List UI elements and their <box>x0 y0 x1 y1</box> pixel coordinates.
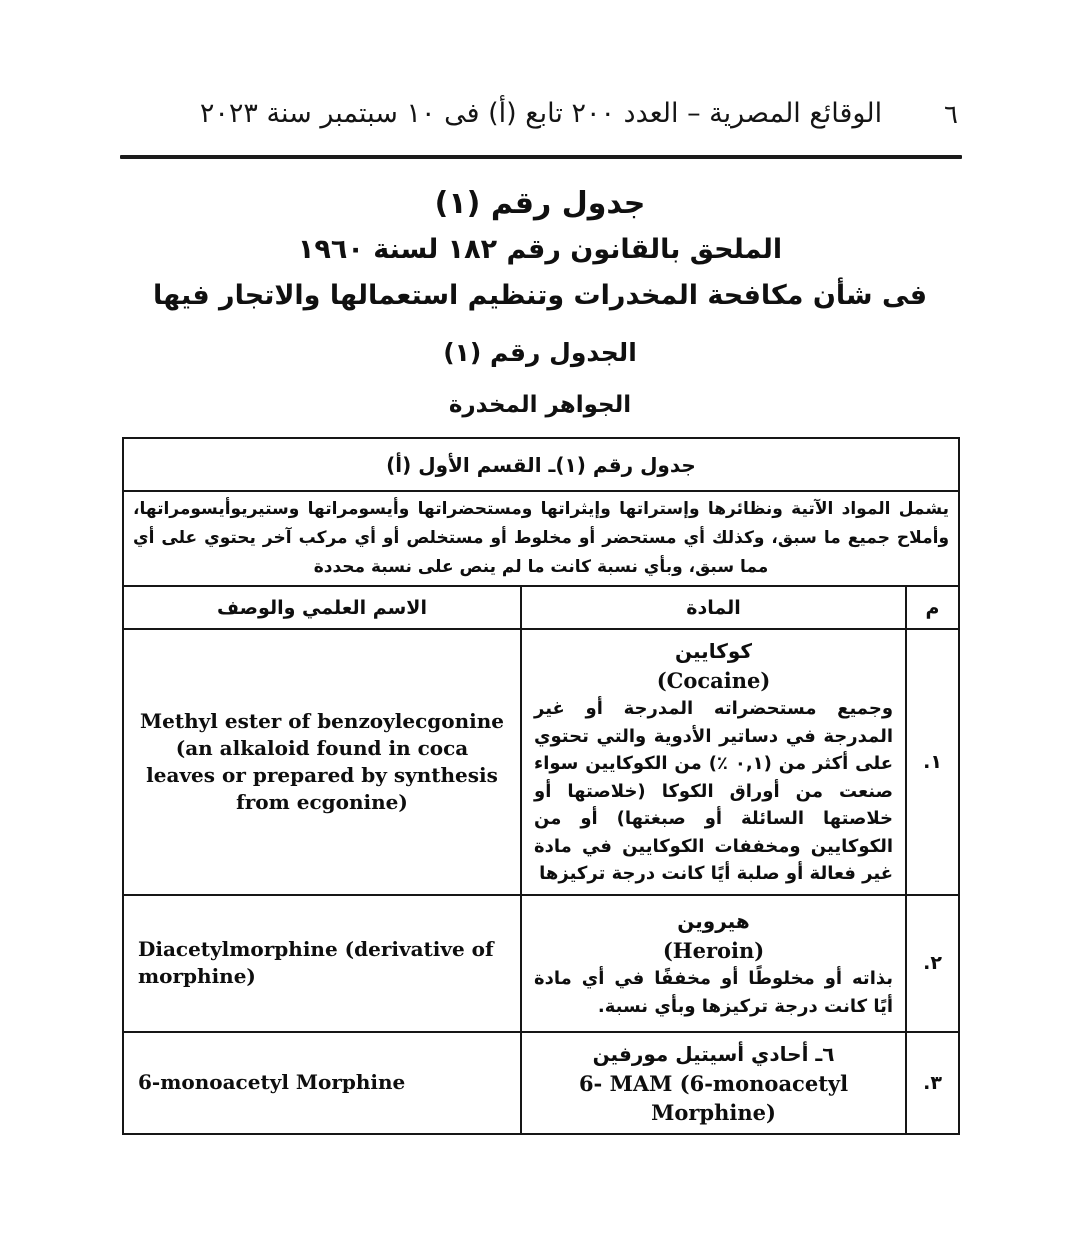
table-scope-note: يشمل المواد الآتية ونظائرها وإستراتها وإيثراتها ومستحضراتها وأيسومراتها وستيريوأيسومراتها، وأملاح جميع ما سبق، وكذلك أي مستحضر أو مخلوط أو مستخلص أو أي مركب آخر يحتوي على أي مما سبق، وبأي نسبة كانت ما لم ينص على نسبة محددة <box>123 491 959 586</box>
title-subject: فى شأن مكافحة المخدرات وتنظيم استعمالها والاتجار فيها <box>152 280 927 311</box>
scientific-name-cell: Methyl ester of benzoylecgonine (an alkaloid found in coca leaves or prepared by synthesis from ecgonine) <box>123 629 521 895</box>
column-header-index: م <box>906 586 959 629</box>
substance-description: وجميع مستحضراته المدرجة أو غير المدرجة في دساتير الأدوية والتي تحتوي على أكثر من (٠,١ ٪) من الكوكايين سواء صنعت من أوراق الكوكا (خلاصتها أو خلاصتها السائلة أو صبغتها) أو من الكوكايين ومخففات الكوكايين في مادة غير فعالة أو صلبة أيًا كانت درجة تركيزها <box>534 698 894 884</box>
narcotics-table <box>122 437 960 1135</box>
title-table-number: الجدول رقم (١) <box>443 338 637 367</box>
table-column-headers <box>123 586 959 629</box>
substance-cell <box>521 895 906 1032</box>
scientific-name-cell: 6-monoacetyl Morphine <box>123 1032 521 1134</box>
scientific-name-cell: Diacetylmorphine (derivative of morphine) <box>123 895 521 1032</box>
table-row-heroin <box>123 895 959 1032</box>
substance-description: بذاته أو مخلوطًا أو مخففًا في أي مادة أيًا كانت درجة تركيزها وبأي نسبة. <box>534 968 894 1017</box>
row-index: ١. <box>906 629 959 895</box>
table-scope-note-row <box>123 491 959 586</box>
column-header-substance: المادة <box>521 586 906 629</box>
title-law: الملحق بالقانون رقم ١٨٢ لسنة ١٩٦٠ <box>297 234 783 265</box>
page-header <box>120 98 962 142</box>
substance-cell <box>521 629 906 895</box>
title-main: جدول رقم (١) <box>434 186 646 221</box>
table-row-cocaine <box>123 629 959 895</box>
substance-title-en: (Cocaine) <box>656 668 771 693</box>
table-section-header: جدول رقم (١)ـ القسم الأول (أ) <box>123 438 959 491</box>
row-index: ٢. <box>906 895 959 1032</box>
table-section-header-row <box>123 438 959 491</box>
issue-line: الوقائع المصرية – العدد ٢٠٠ تابع (أ) فى ١٠ سبتمبر سنة ٢٠٢٣ <box>199 98 883 129</box>
page-number: ٦ <box>944 100 958 130</box>
substance-title-en: (Heroin) <box>662 938 765 963</box>
header-rule <box>120 155 962 159</box>
substance-title-ar: كوكايين <box>675 639 752 663</box>
substance-cell <box>521 1032 906 1134</box>
column-header-name: الاسم العلمي والوصف <box>123 586 521 629</box>
substance-title-ar: هيروين <box>677 909 750 933</box>
row-index: ٣. <box>906 1032 959 1134</box>
table-row-6mam <box>123 1032 959 1134</box>
substance-title-en: 6- MAM (6-monoacetyl Morphine) <box>578 1070 849 1125</box>
title-section: الجواهر المخدرة <box>448 392 632 418</box>
substance-title-ar: ٦ـ أحادي أسيتيل مورفين <box>592 1041 835 1066</box>
